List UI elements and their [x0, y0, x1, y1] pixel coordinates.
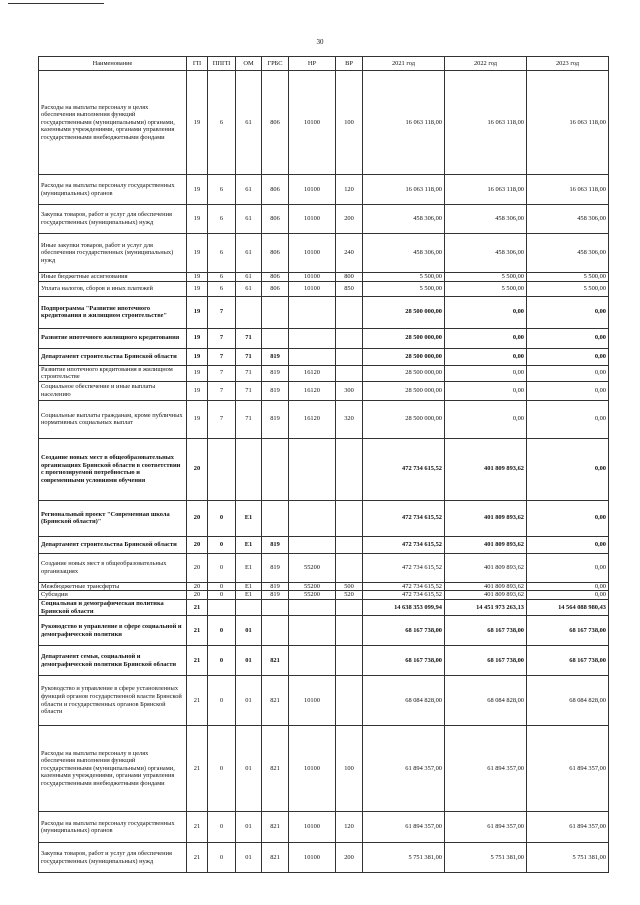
- cell-amount-2022: 0,00: [445, 296, 527, 328]
- cell-om: 71: [236, 365, 262, 381]
- cell-vr: 120: [336, 812, 363, 843]
- cell-name: Иные бюджетные ассигнования: [39, 273, 187, 282]
- cell-grbs: [262, 328, 289, 348]
- cell-ppgp: 0: [208, 553, 236, 582]
- cell-amount-2021: 61 894 357,00: [363, 726, 445, 812]
- cell-amount-2021: 472 734 615,52: [363, 591, 445, 600]
- cell-grbs: 819: [262, 582, 289, 591]
- cell-amount-2023: 16 063 118,00: [527, 175, 609, 205]
- cell-vr: [336, 676, 363, 726]
- cell-name: Департамент семьи, социальной и демографической политики Брянской области: [39, 646, 187, 676]
- budget-table: [38, 56, 609, 873]
- cell-om: 61: [236, 71, 262, 175]
- table-row: [39, 273, 609, 282]
- cell-amount-2022: 5 751 381,00: [445, 843, 527, 873]
- cell-amount-2023: 0,00: [527, 381, 609, 400]
- header-om: ОМ: [236, 57, 262, 71]
- cell-om: [236, 438, 262, 500]
- cell-grbs: [262, 599, 289, 615]
- cell-name: Подпрограмма "Развитие ипотечного кредитования в жилищном строительстве": [39, 296, 187, 328]
- cell-amount-2023: 0,00: [527, 328, 609, 348]
- cell-grbs: 819: [262, 553, 289, 582]
- header-ppgp: ППГП: [208, 57, 236, 71]
- table-row: [39, 348, 609, 365]
- cell-amount-2022: 401 809 893,62: [445, 591, 527, 600]
- cell-name: Расходы на выплаты персоналу государственных (муниципальных) органов: [39, 812, 187, 843]
- cell-om: 71: [236, 328, 262, 348]
- cell-amount-2022: 68 167 738,00: [445, 646, 527, 676]
- cell-grbs: 821: [262, 812, 289, 843]
- cell-gp: 21: [187, 599, 208, 615]
- cell-vr: 520: [336, 591, 363, 600]
- cell-ppgp: 0: [208, 536, 236, 553]
- header-2023: 2023 год: [527, 57, 609, 71]
- cell-nr: 16120: [289, 381, 336, 400]
- cell-grbs: 821: [262, 646, 289, 676]
- cell-nr: 16120: [289, 400, 336, 438]
- cell-nr: [289, 599, 336, 615]
- cell-name: Расходы на выплаты персоналу в целях обеспечения выполнения функций государственными (муниципальными) органами, казенными учреждениями, органами управления государственными внебюджетными фондами: [39, 726, 187, 812]
- cell-nr: 10100: [289, 843, 336, 873]
- cell-gp: 20: [187, 500, 208, 536]
- cell-name: Межбюджетные трансферты: [39, 582, 187, 591]
- cell-gp: 19: [187, 205, 208, 234]
- cell-amount-2023: 0,00: [527, 500, 609, 536]
- cell-nr: [289, 646, 336, 676]
- cell-vr: [336, 536, 363, 553]
- cell-vr: [336, 365, 363, 381]
- cell-nr: 10100: [289, 812, 336, 843]
- table-row: [39, 281, 609, 296]
- cell-grbs: 806: [262, 234, 289, 273]
- cell-amount-2022: 68 084 828,00: [445, 676, 527, 726]
- cell-ppgp: 7: [208, 348, 236, 365]
- table-row: [39, 500, 609, 536]
- cell-amount-2022: 14 451 973 263,13: [445, 599, 527, 615]
- cell-vr: 200: [336, 205, 363, 234]
- cell-name: Социальное обеспечение и иные выплаты населению: [39, 381, 187, 400]
- cell-name: Уплата налогов, сборов и иных платежей: [39, 281, 187, 296]
- cell-gp: 19: [187, 328, 208, 348]
- cell-amount-2022: 5 500,00: [445, 281, 527, 296]
- cell-ppgp: 0: [208, 843, 236, 873]
- cell-nr: 55200: [289, 591, 336, 600]
- table-row: [39, 234, 609, 273]
- table-row: [39, 438, 609, 500]
- cell-amount-2021: 5 500,00: [363, 281, 445, 296]
- cell-ppgp: 0: [208, 616, 236, 646]
- cell-gp: 19: [187, 296, 208, 328]
- table-row: [39, 843, 609, 873]
- cell-amount-2021: 28 500 000,00: [363, 365, 445, 381]
- cell-grbs: 806: [262, 71, 289, 175]
- cell-amount-2023: 5 500,00: [527, 273, 609, 282]
- cell-amount-2021: 68 167 738,00: [363, 616, 445, 646]
- cell-amount-2021: 28 500 000,00: [363, 328, 445, 348]
- cell-vr: [336, 599, 363, 615]
- cell-ppgp: 6: [208, 273, 236, 282]
- cell-nr: [289, 536, 336, 553]
- cell-amount-2023: 14 564 088 980,43: [527, 599, 609, 615]
- cell-amount-2023: 458 306,00: [527, 205, 609, 234]
- table-row: [39, 400, 609, 438]
- cell-grbs: [262, 616, 289, 646]
- cell-ppgp: 7: [208, 381, 236, 400]
- cell-amount-2021: 5 500,00: [363, 273, 445, 282]
- cell-amount-2023: 458 306,00: [527, 234, 609, 273]
- cell-om: E1: [236, 553, 262, 582]
- cell-vr: 200: [336, 843, 363, 873]
- cell-amount-2023: 0,00: [527, 400, 609, 438]
- header-row: [39, 57, 609, 71]
- table-row: [39, 676, 609, 726]
- cell-name: Создание новых мест в общеобразовательных организациях: [39, 553, 187, 582]
- cell-vr: [336, 553, 363, 582]
- cell-om: 01: [236, 726, 262, 812]
- cell-om: 61: [236, 234, 262, 273]
- cell-amount-2021: 68 084 828,00: [363, 676, 445, 726]
- cell-amount-2021: 14 638 353 099,94: [363, 599, 445, 615]
- cell-ppgp: [208, 599, 236, 615]
- cell-amount-2021: 472 734 615,52: [363, 536, 445, 553]
- cell-amount-2021: 472 734 615,52: [363, 582, 445, 591]
- cell-nr: 55200: [289, 582, 336, 591]
- cell-om: E1: [236, 591, 262, 600]
- cell-amount-2023: 68 167 738,00: [527, 646, 609, 676]
- cell-gp: 21: [187, 676, 208, 726]
- cell-om: E1: [236, 536, 262, 553]
- cell-amount-2022: 401 809 893,62: [445, 582, 527, 591]
- cell-ppgp: 0: [208, 582, 236, 591]
- cell-name: Социальная и демографическая политика Брянской области: [39, 599, 187, 615]
- table-row: [39, 812, 609, 843]
- cell-amount-2023: 0,00: [527, 438, 609, 500]
- cell-grbs: 819: [262, 381, 289, 400]
- cell-ppgp: 0: [208, 676, 236, 726]
- cell-amount-2021: 28 500 000,00: [363, 400, 445, 438]
- cell-vr: [336, 438, 363, 500]
- cell-vr: [336, 296, 363, 328]
- cell-ppgp: 7: [208, 365, 236, 381]
- table-row: [39, 205, 609, 234]
- cell-grbs: 819: [262, 400, 289, 438]
- cell-vr: [336, 616, 363, 646]
- cell-amount-2023: 5 500,00: [527, 281, 609, 296]
- cell-amount-2023: 68 084 828,00: [527, 676, 609, 726]
- cell-grbs: [262, 296, 289, 328]
- cell-amount-2021: 28 500 000,00: [363, 381, 445, 400]
- cell-om: [236, 599, 262, 615]
- table-body: [39, 71, 609, 873]
- cell-vr: 320: [336, 400, 363, 438]
- cell-gp: 21: [187, 812, 208, 843]
- cell-name: Департамент строительства Брянской области: [39, 536, 187, 553]
- header-2021: 2021 год: [363, 57, 445, 71]
- cell-ppgp: 6: [208, 71, 236, 175]
- table-row: [39, 328, 609, 348]
- cell-amount-2021: 28 500 000,00: [363, 348, 445, 365]
- cell-amount-2021: 472 734 615,52: [363, 438, 445, 500]
- cell-amount-2021: 472 734 615,52: [363, 500, 445, 536]
- cell-grbs: 819: [262, 536, 289, 553]
- cell-nr: 10100: [289, 175, 336, 205]
- header-nr: НР: [289, 57, 336, 71]
- cell-name: Руководство и управление в сфере установленных функций органов государственной власти Брянской области и государственных органов Брянской области: [39, 676, 187, 726]
- cell-ppgp: 0: [208, 500, 236, 536]
- cell-vr: 100: [336, 726, 363, 812]
- cell-nr: 16120: [289, 365, 336, 381]
- cell-ppgp: [208, 438, 236, 500]
- cell-amount-2022: 5 500,00: [445, 273, 527, 282]
- table-row: [39, 591, 609, 600]
- cell-grbs: [262, 438, 289, 500]
- cell-nr: 10100: [289, 281, 336, 296]
- cell-nr: 10100: [289, 726, 336, 812]
- table-row: [39, 365, 609, 381]
- cell-amount-2022: 61 894 357,00: [445, 726, 527, 812]
- cell-amount-2022: 0,00: [445, 381, 527, 400]
- cell-amount-2023: 0,00: [527, 591, 609, 600]
- cell-amount-2022: 61 894 357,00: [445, 812, 527, 843]
- cell-nr: 10100: [289, 205, 336, 234]
- cell-om: E1: [236, 582, 262, 591]
- cell-gp: 19: [187, 365, 208, 381]
- cell-nr: 10100: [289, 234, 336, 273]
- cell-name: Закупка товаров, работ и услуг для обеспечения государственных (муниципальных) нужд: [39, 205, 187, 234]
- cell-amount-2022: 0,00: [445, 328, 527, 348]
- cell-name: Социальные выплаты гражданам, кроме публичных нормативных социальных выплат: [39, 400, 187, 438]
- cell-name: Развитие ипотечного жилищного кредитования: [39, 328, 187, 348]
- cell-amount-2021: 61 894 357,00: [363, 812, 445, 843]
- cell-amount-2022: 458 306,00: [445, 205, 527, 234]
- cell-vr: 120: [336, 175, 363, 205]
- table-row: [39, 582, 609, 591]
- header-gp: ГП: [187, 57, 208, 71]
- table-row: [39, 599, 609, 615]
- cell-gp: 20: [187, 591, 208, 600]
- page-number: 30: [316, 38, 324, 46]
- cell-grbs: 806: [262, 273, 289, 282]
- header-grbs: ГРБС: [262, 57, 289, 71]
- cell-amount-2023: 0,00: [527, 365, 609, 381]
- cell-vr: [336, 500, 363, 536]
- cell-gp: 19: [187, 281, 208, 296]
- cell-grbs: 821: [262, 726, 289, 812]
- cell-amount-2021: 472 734 615,52: [363, 553, 445, 582]
- cell-grbs: 806: [262, 205, 289, 234]
- cell-om: 01: [236, 843, 262, 873]
- cell-name: Руководство и управление в сфере социальной и демографической политики: [39, 616, 187, 646]
- cell-grbs: 819: [262, 365, 289, 381]
- table-row: [39, 296, 609, 328]
- cell-vr: 800: [336, 273, 363, 282]
- cell-amount-2022: 401 809 893,62: [445, 500, 527, 536]
- cell-amount-2022: 401 809 893,62: [445, 536, 527, 553]
- cell-om: 61: [236, 205, 262, 234]
- cell-ppgp: 0: [208, 812, 236, 843]
- cell-ppgp: 7: [208, 328, 236, 348]
- cell-om: 01: [236, 812, 262, 843]
- cell-gp: 19: [187, 381, 208, 400]
- cell-vr: [336, 348, 363, 365]
- cell-nr: [289, 328, 336, 348]
- top-rule: [8, 3, 104, 4]
- cell-vr: 500: [336, 582, 363, 591]
- cell-amount-2022: 458 306,00: [445, 234, 527, 273]
- cell-grbs: 819: [262, 591, 289, 600]
- cell-name: Региональный проект "Современная школа (Брянской области)": [39, 500, 187, 536]
- cell-nr: 10100: [289, 676, 336, 726]
- cell-amount-2022: 16 063 118,00: [445, 175, 527, 205]
- cell-amount-2023: 0,00: [527, 582, 609, 591]
- cell-amount-2021: 458 306,00: [363, 234, 445, 273]
- cell-amount-2022: 68 167 738,00: [445, 616, 527, 646]
- header-name: Наименование: [39, 57, 187, 71]
- cell-ppgp: 0: [208, 646, 236, 676]
- cell-amount-2023: 68 167 738,00: [527, 616, 609, 646]
- cell-om: 61: [236, 281, 262, 296]
- cell-om: [236, 296, 262, 328]
- cell-name: Департамент строительства Брянской области: [39, 348, 187, 365]
- cell-name: Закупка товаров, работ и услуг для обеспечения государственных (муниципальных) нужд: [39, 843, 187, 873]
- cell-amount-2023: 61 894 357,00: [527, 726, 609, 812]
- cell-om: 71: [236, 348, 262, 365]
- table-row: [39, 646, 609, 676]
- cell-vr: [336, 646, 363, 676]
- cell-om: 01: [236, 646, 262, 676]
- table-row: [39, 616, 609, 646]
- cell-gp: 21: [187, 616, 208, 646]
- cell-gp: 19: [187, 273, 208, 282]
- table-row: [39, 553, 609, 582]
- cell-amount-2021: 16 063 118,00: [363, 71, 445, 175]
- table-row: [39, 536, 609, 553]
- cell-gp: 19: [187, 234, 208, 273]
- cell-nr: 10100: [289, 71, 336, 175]
- cell-vr: [336, 328, 363, 348]
- cell-nr: 10100: [289, 273, 336, 282]
- cell-amount-2023: 16 063 118,00: [527, 71, 609, 175]
- cell-om: 71: [236, 381, 262, 400]
- cell-grbs: 806: [262, 175, 289, 205]
- cell-amount-2022: 0,00: [445, 348, 527, 365]
- cell-gp: 19: [187, 175, 208, 205]
- cell-gp: 21: [187, 843, 208, 873]
- cell-grbs: 819: [262, 348, 289, 365]
- cell-grbs: 821: [262, 843, 289, 873]
- cell-grbs: 821: [262, 676, 289, 726]
- table-row: [39, 381, 609, 400]
- cell-om: 01: [236, 616, 262, 646]
- cell-om: 61: [236, 175, 262, 205]
- cell-amount-2023: 5 751 381,00: [527, 843, 609, 873]
- cell-nr: [289, 296, 336, 328]
- cell-ppgp: 7: [208, 296, 236, 328]
- cell-gp: 19: [187, 348, 208, 365]
- cell-gp: 21: [187, 646, 208, 676]
- cell-amount-2022: 0,00: [445, 400, 527, 438]
- cell-name: Расходы на выплаты персоналу в целях обеспечения выполнения функций государственными (муниципальными) органами, казенными учреждениями, органами управления государственными внебюджетными фондами: [39, 71, 187, 175]
- table-row: [39, 726, 609, 812]
- cell-name: Развитие ипотечного кредитования в жилищном строительстве: [39, 365, 187, 381]
- cell-gp: 20: [187, 536, 208, 553]
- cell-amount-2022: 401 809 893,62: [445, 438, 527, 500]
- cell-om: 71: [236, 400, 262, 438]
- cell-ppgp: 7: [208, 400, 236, 438]
- cell-name: Иные закупки товаров, работ и услуг для обеспечения государственных (муниципальных) нужд: [39, 234, 187, 273]
- cell-om: 61: [236, 273, 262, 282]
- header-2022: 2022 год: [445, 57, 527, 71]
- cell-amount-2021: 5 751 381,00: [363, 843, 445, 873]
- cell-ppgp: 6: [208, 205, 236, 234]
- cell-nr: [289, 616, 336, 646]
- cell-gp: 20: [187, 438, 208, 500]
- cell-gp: 20: [187, 582, 208, 591]
- cell-nr: [289, 500, 336, 536]
- cell-vr: 850: [336, 281, 363, 296]
- cell-amount-2021: 68 167 738,00: [363, 646, 445, 676]
- table-row: [39, 71, 609, 175]
- cell-amount-2022: 0,00: [445, 365, 527, 381]
- cell-gp: 19: [187, 71, 208, 175]
- table-row: [39, 175, 609, 205]
- cell-amount-2021: 458 306,00: [363, 205, 445, 234]
- cell-vr: 240: [336, 234, 363, 273]
- cell-amount-2021: 16 063 118,00: [363, 175, 445, 205]
- cell-vr: 300: [336, 381, 363, 400]
- cell-grbs: [262, 500, 289, 536]
- cell-nr: 55200: [289, 553, 336, 582]
- cell-amount-2022: 16 063 118,00: [445, 71, 527, 175]
- cell-gp: 19: [187, 400, 208, 438]
- cell-amount-2023: 0,00: [527, 536, 609, 553]
- cell-nr: [289, 438, 336, 500]
- cell-grbs: 806: [262, 281, 289, 296]
- cell-amount-2023: 0,00: [527, 553, 609, 582]
- cell-vr: 100: [336, 71, 363, 175]
- cell-ppgp: 6: [208, 175, 236, 205]
- cell-ppgp: 6: [208, 281, 236, 296]
- cell-gp: 20: [187, 553, 208, 582]
- cell-ppgp: 6: [208, 234, 236, 273]
- cell-ppgp: 0: [208, 726, 236, 812]
- cell-amount-2021: 28 500 000,00: [363, 296, 445, 328]
- cell-om: 01: [236, 676, 262, 726]
- cell-om: E1: [236, 500, 262, 536]
- cell-name: Расходы на выплаты персоналу государственных (муниципальных) органов: [39, 175, 187, 205]
- cell-amount-2023: 61 894 357,00: [527, 812, 609, 843]
- header-vr: ВР: [336, 57, 363, 71]
- cell-name: Создание новых мест в общеобразовательных организациях Брянской области в соответствии с прогнозируемой потребностью и современными условиями обучения: [39, 438, 187, 500]
- cell-amount-2023: 0,00: [527, 296, 609, 328]
- cell-amount-2022: 401 809 893,62: [445, 553, 527, 582]
- cell-name: Субсидии: [39, 591, 187, 600]
- cell-gp: 21: [187, 726, 208, 812]
- cell-nr: [289, 348, 336, 365]
- cell-amount-2023: 0,00: [527, 348, 609, 365]
- cell-ppgp: 0: [208, 591, 236, 600]
